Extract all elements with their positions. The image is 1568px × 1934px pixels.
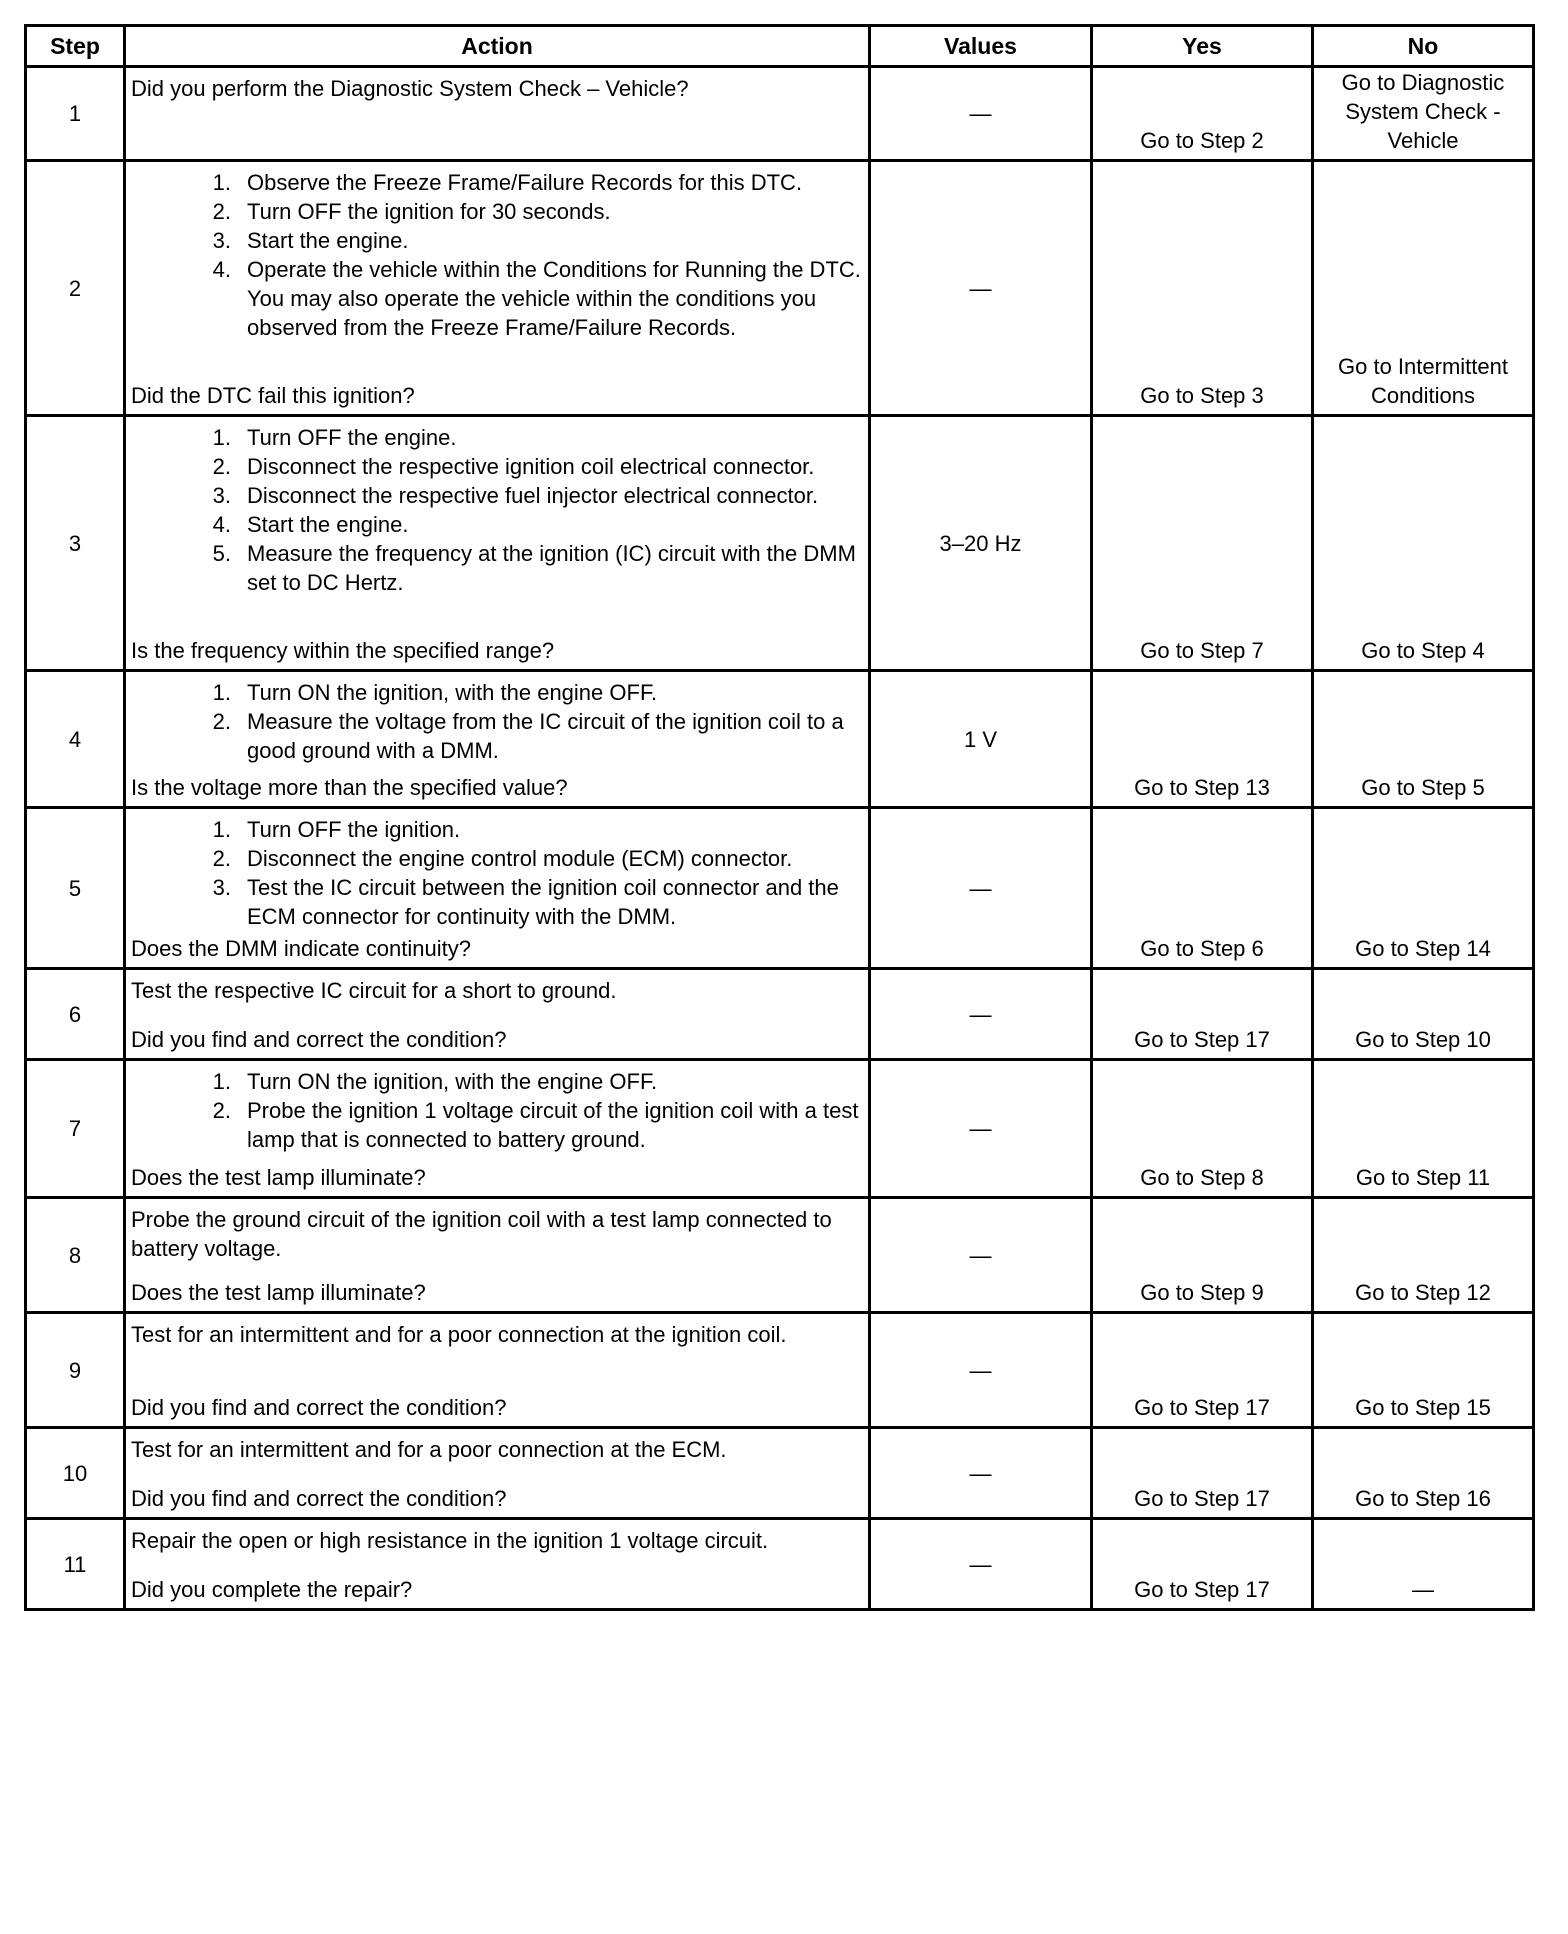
action-question: Is the voltage more than the specified value? bbox=[131, 775, 568, 800]
no-cell: Go to Step 4 bbox=[1313, 416, 1534, 671]
list-item-text: Disconnect the respective fuel injector electrical connector. bbox=[247, 483, 819, 508]
header-values: Values bbox=[870, 26, 1092, 67]
action-cell bbox=[125, 1313, 870, 1428]
list-item-text: Test the IC circuit between the ignition coil connector and the ECM connector for continuity with the DMM. bbox=[247, 875, 839, 929]
step-number: 7 bbox=[26, 1060, 125, 1198]
action-steps-list bbox=[131, 168, 864, 342]
list-item bbox=[131, 815, 864, 844]
action-cell bbox=[125, 808, 870, 969]
table-row bbox=[26, 1519, 1534, 1610]
action-question: Does the test lamp illuminate? bbox=[131, 1165, 426, 1190]
yes-cell: Go to Step 17 bbox=[1092, 1428, 1313, 1519]
no-cell: Go to Step 14 bbox=[1313, 808, 1534, 969]
action-question: Did the DTC fail this ignition? bbox=[131, 383, 415, 408]
action-question: Did you find and correct the condition? bbox=[131, 1027, 507, 1052]
list-item-text: Turn ON the ignition, with the engine OFF. bbox=[247, 1069, 658, 1094]
no-cell: Go to Intermittent Conditions bbox=[1313, 161, 1534, 416]
list-item-number: 2. bbox=[212, 454, 231, 479]
list-item bbox=[131, 510, 864, 539]
diagnostic-table bbox=[24, 24, 1535, 1611]
action-content bbox=[131, 1435, 864, 1513]
list-item bbox=[131, 539, 864, 597]
action-instructions bbox=[131, 1067, 864, 1154]
no-cell: Go to Step 16 bbox=[1313, 1428, 1534, 1519]
list-item-number: 4. bbox=[212, 257, 231, 282]
values-cell: — bbox=[870, 1313, 1092, 1428]
action-instructions bbox=[131, 815, 864, 931]
action-intro: Test for an intermittent and for a poor connection at the ECM. bbox=[131, 1437, 727, 1462]
values-cell: — bbox=[870, 161, 1092, 416]
table-row bbox=[26, 1428, 1534, 1519]
list-item-text: Measure the voltage from the IC circuit of the ignition coil to a good ground with a DMM. bbox=[247, 709, 844, 763]
header-step: Step bbox=[26, 26, 125, 67]
list-item bbox=[131, 678, 864, 707]
action-cell bbox=[125, 1428, 870, 1519]
list-item bbox=[131, 481, 864, 510]
action-cell bbox=[125, 161, 870, 416]
action-intro: Test the respective IC circuit for a short to ground. bbox=[131, 978, 617, 1003]
action-intro: Test for an intermittent and for a poor connection at the ignition coil. bbox=[131, 1322, 787, 1347]
list-item bbox=[131, 1067, 864, 1096]
list-item-number: 2. bbox=[212, 846, 231, 871]
action-cell bbox=[125, 671, 870, 808]
list-item bbox=[131, 452, 864, 481]
yes-cell: Go to Step 17 bbox=[1092, 969, 1313, 1060]
action-content bbox=[131, 423, 864, 665]
action-question: Did you find and correct the condition? bbox=[131, 1486, 507, 1511]
action-content bbox=[131, 168, 864, 410]
action-steps-list bbox=[131, 423, 864, 597]
table-row bbox=[26, 161, 1534, 416]
action-question: Did you find and correct the condition? bbox=[131, 1395, 507, 1420]
table-row bbox=[26, 808, 1534, 969]
list-item bbox=[131, 226, 864, 255]
step-number: 2 bbox=[26, 161, 125, 416]
list-item bbox=[131, 707, 864, 765]
action-cell bbox=[125, 969, 870, 1060]
action-question: Does the DMM indicate continuity? bbox=[131, 936, 471, 961]
action-content bbox=[131, 1320, 864, 1422]
no-cell: Go to Step 15 bbox=[1313, 1313, 1534, 1428]
values-cell: — bbox=[870, 67, 1092, 161]
list-item-number: 2. bbox=[212, 1098, 231, 1123]
list-item-number: 1. bbox=[212, 680, 231, 705]
values-cell: — bbox=[870, 969, 1092, 1060]
step-number: 10 bbox=[26, 1428, 125, 1519]
step-number: 1 bbox=[26, 67, 125, 161]
list-item-text: Turn OFF the ignition for 30 seconds. bbox=[247, 199, 611, 224]
list-item-text: Measure the frequency at the ignition (IC) circuit with the DMM set to DC Hertz. bbox=[247, 541, 856, 595]
step-number: 9 bbox=[26, 1313, 125, 1428]
action-cell bbox=[125, 1060, 870, 1198]
header-action: Action bbox=[125, 26, 870, 67]
action-instructions bbox=[131, 976, 864, 1005]
header-no: No bbox=[1313, 26, 1534, 67]
action-cell bbox=[125, 1198, 870, 1313]
yes-cell: Go to Step 17 bbox=[1092, 1519, 1313, 1610]
action-instructions bbox=[131, 1526, 864, 1555]
list-item-text: Turn ON the ignition, with the engine OFF. bbox=[247, 680, 658, 705]
list-item-number: 5. bbox=[212, 541, 231, 566]
list-item-number: 1. bbox=[212, 1069, 231, 1094]
table-row bbox=[26, 416, 1534, 671]
table-row bbox=[26, 671, 1534, 808]
list-item-number: 3. bbox=[212, 483, 231, 508]
action-question: Is the frequency within the specified range? bbox=[131, 638, 555, 663]
step-number: 5 bbox=[26, 808, 125, 969]
action-content bbox=[131, 678, 864, 802]
header-yes: Yes bbox=[1092, 26, 1313, 67]
no-cell: Go to Diagnostic System Check - Vehicle bbox=[1313, 67, 1534, 161]
yes-cell: Go to Step 2 bbox=[1092, 67, 1313, 161]
yes-cell: Go to Step 3 bbox=[1092, 161, 1313, 416]
yes-cell: Go to Step 6 bbox=[1092, 808, 1313, 969]
list-item-number: 1. bbox=[212, 817, 231, 842]
table-row bbox=[26, 1060, 1534, 1198]
table-row bbox=[26, 67, 1534, 161]
list-item-number: 1. bbox=[212, 170, 231, 195]
action-question: Does the test lamp illuminate? bbox=[131, 1280, 426, 1305]
action-steps-list bbox=[131, 678, 864, 765]
action-instructions bbox=[131, 678, 864, 765]
yes-cell: Go to Step 9 bbox=[1092, 1198, 1313, 1313]
header-row bbox=[26, 26, 1534, 67]
values-cell: 1 V bbox=[870, 671, 1092, 808]
list-item bbox=[131, 255, 864, 342]
step-number: 6 bbox=[26, 969, 125, 1060]
action-cell bbox=[125, 1519, 870, 1610]
list-item-number: 3. bbox=[212, 875, 231, 900]
action-steps-list bbox=[131, 1067, 864, 1154]
action-cell bbox=[125, 67, 870, 161]
action-steps-list bbox=[131, 815, 864, 931]
action-intro: Repair the open or high resistance in the ignition 1 voltage circuit. bbox=[131, 1528, 769, 1553]
step-number: 4 bbox=[26, 671, 125, 808]
list-item-text: Observe the Freeze Frame/Failure Records for this DTC. bbox=[247, 170, 803, 195]
list-item bbox=[131, 168, 864, 197]
action-content bbox=[131, 1205, 864, 1307]
values-cell: — bbox=[870, 1428, 1092, 1519]
table-row bbox=[26, 1198, 1534, 1313]
values-cell: — bbox=[870, 1198, 1092, 1313]
table-row bbox=[26, 1313, 1534, 1428]
step-number: 3 bbox=[26, 416, 125, 671]
step-number: 8 bbox=[26, 1198, 125, 1313]
action-instructions bbox=[131, 423, 864, 597]
action-instructions bbox=[131, 168, 864, 342]
action-content bbox=[131, 1526, 864, 1604]
no-cell: Go to Step 5 bbox=[1313, 671, 1534, 808]
action-cell bbox=[125, 416, 870, 671]
no-cell: Go to Step 11 bbox=[1313, 1060, 1534, 1198]
list-item bbox=[131, 1096, 864, 1154]
no-cell: — bbox=[1313, 1519, 1534, 1610]
action-instructions bbox=[131, 1205, 864, 1263]
step-number: 11 bbox=[26, 1519, 125, 1610]
action-instructions bbox=[131, 74, 864, 103]
action-content bbox=[131, 1067, 864, 1192]
list-item-text: Operate the vehicle within the Conditions for Running the DTC. You may also operate the vehicle within the conditions you observed from the Freeze Frame/Failure Records. bbox=[247, 257, 861, 340]
action-intro: Did you perform the Diagnostic System Check – Vehicle? bbox=[131, 76, 689, 101]
values-cell: — bbox=[870, 1519, 1092, 1610]
list-item-number: 1. bbox=[212, 425, 231, 450]
list-item-text: Disconnect the respective ignition coil electrical connector. bbox=[247, 454, 815, 479]
action-instructions bbox=[131, 1435, 864, 1464]
list-item-number: 3. bbox=[212, 228, 231, 253]
yes-cell: Go to Step 8 bbox=[1092, 1060, 1313, 1198]
list-item-text: Turn OFF the engine. bbox=[247, 425, 457, 450]
values-cell: — bbox=[870, 808, 1092, 969]
yes-cell: Go to Step 7 bbox=[1092, 416, 1313, 671]
values-cell: — bbox=[870, 1060, 1092, 1198]
list-item bbox=[131, 197, 864, 226]
yes-cell: Go to Step 13 bbox=[1092, 671, 1313, 808]
action-question: Did you complete the repair? bbox=[131, 1577, 413, 1602]
action-content bbox=[131, 74, 864, 155]
list-item-number: 4. bbox=[212, 512, 231, 537]
action-content bbox=[131, 815, 864, 963]
action-content bbox=[131, 976, 864, 1054]
list-item bbox=[131, 844, 864, 873]
list-item bbox=[131, 873, 864, 931]
list-item-text: Probe the ignition 1 voltage circuit of the ignition coil with a test lamp that is connected to battery ground. bbox=[247, 1098, 859, 1152]
action-instructions bbox=[131, 1320, 864, 1349]
list-item bbox=[131, 423, 864, 452]
action-intro: Probe the ground circuit of the ignition coil with a test lamp connected to battery voltage. bbox=[131, 1207, 832, 1261]
list-item-text: Start the engine. bbox=[247, 512, 409, 537]
values-cell: 3–20 Hz bbox=[870, 416, 1092, 671]
list-item-text: Turn OFF the ignition. bbox=[247, 817, 461, 842]
list-item-text: Disconnect the engine control module (ECM) connector. bbox=[247, 846, 793, 871]
yes-cell: Go to Step 17 bbox=[1092, 1313, 1313, 1428]
list-item-number: 2. bbox=[212, 199, 231, 224]
table-row bbox=[26, 969, 1534, 1060]
list-item-number: 2. bbox=[212, 709, 231, 734]
no-cell: Go to Step 12 bbox=[1313, 1198, 1534, 1313]
no-cell: Go to Step 10 bbox=[1313, 969, 1534, 1060]
list-item-text: Start the engine. bbox=[247, 228, 409, 253]
table-body bbox=[26, 67, 1534, 1610]
